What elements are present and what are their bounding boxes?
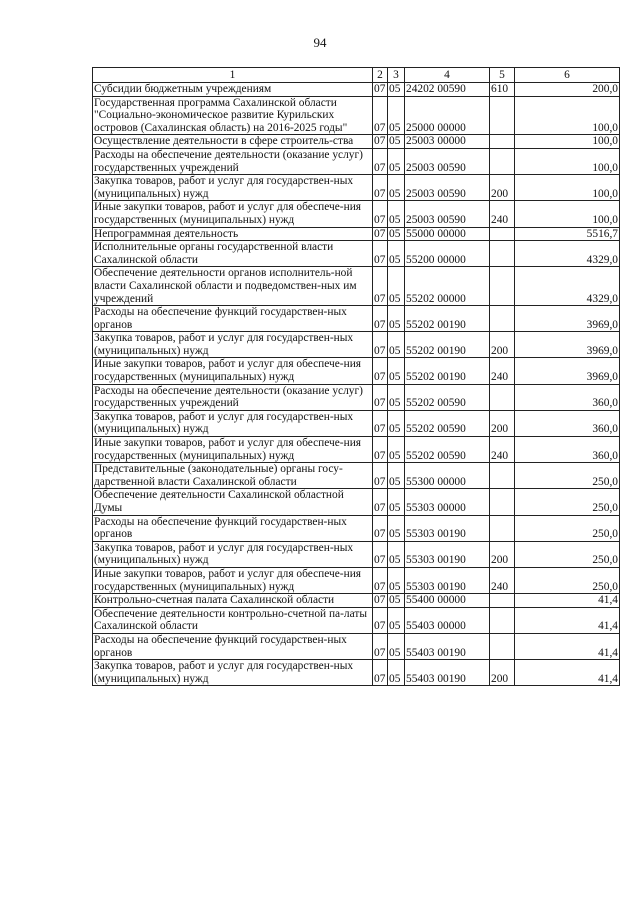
target-article-code: 55303 00190	[405, 515, 490, 541]
amount: 360,0	[515, 410, 620, 436]
expense-type-code	[490, 594, 515, 608]
expense-type-code	[490, 227, 515, 241]
header-col-1: 1	[93, 68, 373, 83]
section-code: 07	[373, 83, 388, 97]
table-row	[93, 306, 620, 332]
expense-type-code	[490, 148, 515, 174]
section-code: 07	[373, 96, 388, 135]
subsection-code: 05	[388, 267, 405, 306]
table-row	[93, 594, 620, 608]
section-code: 07	[373, 660, 388, 686]
expense-name: Иные закупки товаров, работ и услуг для обеспече-ния государственных (муниципальных) нужд	[93, 567, 373, 593]
expense-name: Непрограммная деятельность	[93, 227, 373, 241]
table-row	[93, 567, 620, 593]
target-article-code: 55400 00000	[405, 594, 490, 608]
expense-name: Представительные (законодательные) органы госу-дарственной власти Сахалинской области	[93, 463, 373, 489]
target-article-code: 55202 00590	[405, 410, 490, 436]
expense-name: Обеспечение деятельности органов исполнитель-ной власти Сахалинской области и подведомствен-ных им учреждений	[93, 267, 373, 306]
target-article-code: 24202 00590	[405, 83, 490, 97]
subsection-code: 05	[388, 306, 405, 332]
section-code: 07	[373, 410, 388, 436]
subsection-code: 05	[388, 594, 405, 608]
subsection-code: 05	[388, 607, 405, 633]
expense-type-code	[490, 633, 515, 659]
amount: 4329,0	[515, 267, 620, 306]
target-article-code: 55000 00000	[405, 227, 490, 241]
subsection-code: 05	[388, 515, 405, 541]
table-row	[93, 660, 620, 686]
target-article-code: 25003 00590	[405, 175, 490, 201]
amount: 3969,0	[515, 358, 620, 384]
table-row	[93, 148, 620, 174]
expense-type-code: 200	[490, 410, 515, 436]
expense-type-code	[490, 96, 515, 135]
amount: 250,0	[515, 567, 620, 593]
expense-type-code	[490, 135, 515, 149]
expense-type-code	[490, 267, 515, 306]
expense-name: Расходы на обеспечение деятельности (оказание услуг) государственных учреждений	[93, 384, 373, 410]
expense-type-code	[490, 489, 515, 515]
subsection-code: 05	[388, 410, 405, 436]
amount: 41,4	[515, 633, 620, 659]
target-article-code: 55202 00590	[405, 384, 490, 410]
table-row	[93, 135, 620, 149]
expense-type-code: 200	[490, 541, 515, 567]
expense-name: Осуществление деятельности в сфере строитель-ства	[93, 135, 373, 149]
expense-name: Иные закупки товаров, работ и услуг для обеспече-ния государственных (муниципальных) нужд	[93, 201, 373, 227]
table-row	[93, 241, 620, 267]
subsection-code: 05	[388, 463, 405, 489]
section-code: 07	[373, 463, 388, 489]
expense-type-code: 240	[490, 358, 515, 384]
table-row	[93, 463, 620, 489]
subsection-code: 05	[388, 201, 405, 227]
amount: 4329,0	[515, 241, 620, 267]
table-row	[93, 515, 620, 541]
expense-type-code: 240	[490, 437, 515, 463]
expense-type-code	[490, 463, 515, 489]
target-article-code: 25003 00000	[405, 135, 490, 149]
section-code: 07	[373, 437, 388, 463]
expense-name: Закупка товаров, работ и услуг для государствен-ных (муниципальных) нужд	[93, 175, 373, 201]
target-article-code: 55303 00190	[405, 541, 490, 567]
expense-type-code	[490, 384, 515, 410]
target-article-code: 55202 00590	[405, 437, 490, 463]
target-article-code: 25003 00590	[405, 148, 490, 174]
target-article-code: 55202 00190	[405, 306, 490, 332]
target-article-code: 25000 00000	[405, 96, 490, 135]
expense-name: Закупка товаров, работ и услуг для государствен-ных (муниципальных) нужд	[93, 410, 373, 436]
section-code: 07	[373, 515, 388, 541]
amount: 100,0	[515, 96, 620, 135]
header-col-6: 6	[515, 68, 620, 83]
expense-name: Расходы на обеспечение функций государствен-ных органов	[93, 633, 373, 659]
table-row	[93, 633, 620, 659]
amount: 100,0	[515, 148, 620, 174]
table-row	[93, 332, 620, 358]
table-row	[93, 541, 620, 567]
table-row	[93, 175, 620, 201]
section-code: 07	[373, 607, 388, 633]
budget-table	[92, 67, 620, 686]
table-row	[93, 201, 620, 227]
expense-type-code	[490, 607, 515, 633]
expense-name: Расходы на обеспечение функций государствен-ных органов	[93, 306, 373, 332]
target-article-code: 25003 00590	[405, 201, 490, 227]
expense-name: Иные закупки товаров, работ и услуг для обеспече-ния государственных (муниципальных) нужд	[93, 437, 373, 463]
subsection-code: 05	[388, 148, 405, 174]
target-article-code: 55403 00190	[405, 633, 490, 659]
subsection-code: 05	[388, 437, 405, 463]
amount: 100,0	[515, 135, 620, 149]
table-row	[93, 83, 620, 97]
amount: 250,0	[515, 463, 620, 489]
expense-type-code	[490, 515, 515, 541]
expense-name: Закупка товаров, работ и услуг для государствен-ных (муниципальных) нужд	[93, 332, 373, 358]
target-article-code: 55300 00000	[405, 463, 490, 489]
table-row	[93, 384, 620, 410]
expense-type-code	[490, 241, 515, 267]
header-col-5: 5	[490, 68, 515, 83]
section-code: 07	[373, 489, 388, 515]
subsection-code: 05	[388, 567, 405, 593]
expense-type-code: 200	[490, 332, 515, 358]
amount: 41,4	[515, 607, 620, 633]
section-code: 07	[373, 594, 388, 608]
section-code: 07	[373, 332, 388, 358]
table-row	[93, 227, 620, 241]
expense-type-code: 200	[490, 175, 515, 201]
section-code: 07	[373, 148, 388, 174]
subsection-code: 05	[388, 489, 405, 515]
amount: 3969,0	[515, 332, 620, 358]
subsection-code: 05	[388, 241, 405, 267]
target-article-code: 55202 00000	[405, 267, 490, 306]
table-row	[93, 96, 620, 135]
table-row	[93, 437, 620, 463]
page-number: 94	[313, 35, 327, 50]
target-article-code: 55403 00190	[405, 660, 490, 686]
expense-name: Обеспечение деятельности контрольно-счетной па-латы Сахалинской области	[93, 607, 373, 633]
section-code: 07	[373, 358, 388, 384]
subsection-code: 05	[388, 175, 405, 201]
section-code: 07	[373, 267, 388, 306]
expense-type-code: 200	[490, 660, 515, 686]
expense-name: Расходы на обеспечение функций государствен-ных органов	[93, 515, 373, 541]
subsection-code: 05	[388, 633, 405, 659]
amount: 250,0	[515, 541, 620, 567]
section-code: 07	[373, 227, 388, 241]
expense-name: Контрольно-счетная палата Сахалинской области	[93, 594, 373, 608]
subsection-code: 05	[388, 660, 405, 686]
section-code: 07	[373, 306, 388, 332]
header-row	[93, 68, 620, 83]
subsection-code: 05	[388, 332, 405, 358]
table-row	[93, 267, 620, 306]
amount: 360,0	[515, 384, 620, 410]
section-code: 07	[373, 633, 388, 659]
section-code: 07	[373, 384, 388, 410]
amount: 250,0	[515, 489, 620, 515]
amount: 100,0	[515, 201, 620, 227]
amount: 41,4	[515, 660, 620, 686]
subsection-code: 05	[388, 83, 405, 97]
subsection-code: 05	[388, 227, 405, 241]
section-code: 07	[373, 567, 388, 593]
target-article-code: 55200 00000	[405, 241, 490, 267]
subsection-code: 05	[388, 384, 405, 410]
table-row	[93, 358, 620, 384]
target-article-code: 55403 00000	[405, 607, 490, 633]
target-article-code: 55303 00190	[405, 567, 490, 593]
expense-type-code: 610	[490, 83, 515, 97]
header-col-2: 2	[373, 68, 388, 83]
table-row	[93, 607, 620, 633]
expense-name: Исполнительные органы государственной власти Сахалинской области	[93, 241, 373, 267]
amount: 360,0	[515, 437, 620, 463]
section-code: 07	[373, 541, 388, 567]
expense-name: Субсидии бюджетным учреждениям	[93, 83, 373, 97]
table-row	[93, 410, 620, 436]
header-col-3: 3	[388, 68, 405, 83]
section-code: 07	[373, 201, 388, 227]
subsection-code: 05	[388, 135, 405, 149]
expense-name: Закупка товаров, работ и услуг для государствен-ных (муниципальных) нужд	[93, 541, 373, 567]
amount: 250,0	[515, 515, 620, 541]
expense-name: Государственная программа Сахалинской области "Социально-экономическое развитие Курильских островов (Сахалинская область) на 2016-2025 годы"	[93, 96, 373, 135]
amount: 5516,7	[515, 227, 620, 241]
expense-type-code: 240	[490, 567, 515, 593]
expense-name: Закупка товаров, работ и услуг для государствен-ных (муниципальных) нужд	[93, 660, 373, 686]
target-article-code: 55202 00190	[405, 358, 490, 384]
amount: 200,0	[515, 83, 620, 97]
amount: 41,4	[515, 594, 620, 608]
section-code: 07	[373, 135, 388, 149]
header-col-4: 4	[405, 68, 490, 83]
target-article-code: 55303 00000	[405, 489, 490, 515]
expense-type-code: 240	[490, 201, 515, 227]
expense-name: Обеспечение деятельности Сахалинской областной Думы	[93, 489, 373, 515]
amount: 3969,0	[515, 306, 620, 332]
table-row	[93, 489, 620, 515]
expense-name: Расходы на обеспечение деятельности (оказание услуг) государственных учреждений	[93, 148, 373, 174]
section-code: 07	[373, 175, 388, 201]
subsection-code: 05	[388, 541, 405, 567]
subsection-code: 05	[388, 96, 405, 135]
section-code: 07	[373, 241, 388, 267]
target-article-code: 55202 00190	[405, 332, 490, 358]
expense-type-code	[490, 306, 515, 332]
subsection-code: 05	[388, 358, 405, 384]
expense-name: Иные закупки товаров, работ и услуг для обеспече-ния государственных (муниципальных) нужд	[93, 358, 373, 384]
amount: 100,0	[515, 175, 620, 201]
